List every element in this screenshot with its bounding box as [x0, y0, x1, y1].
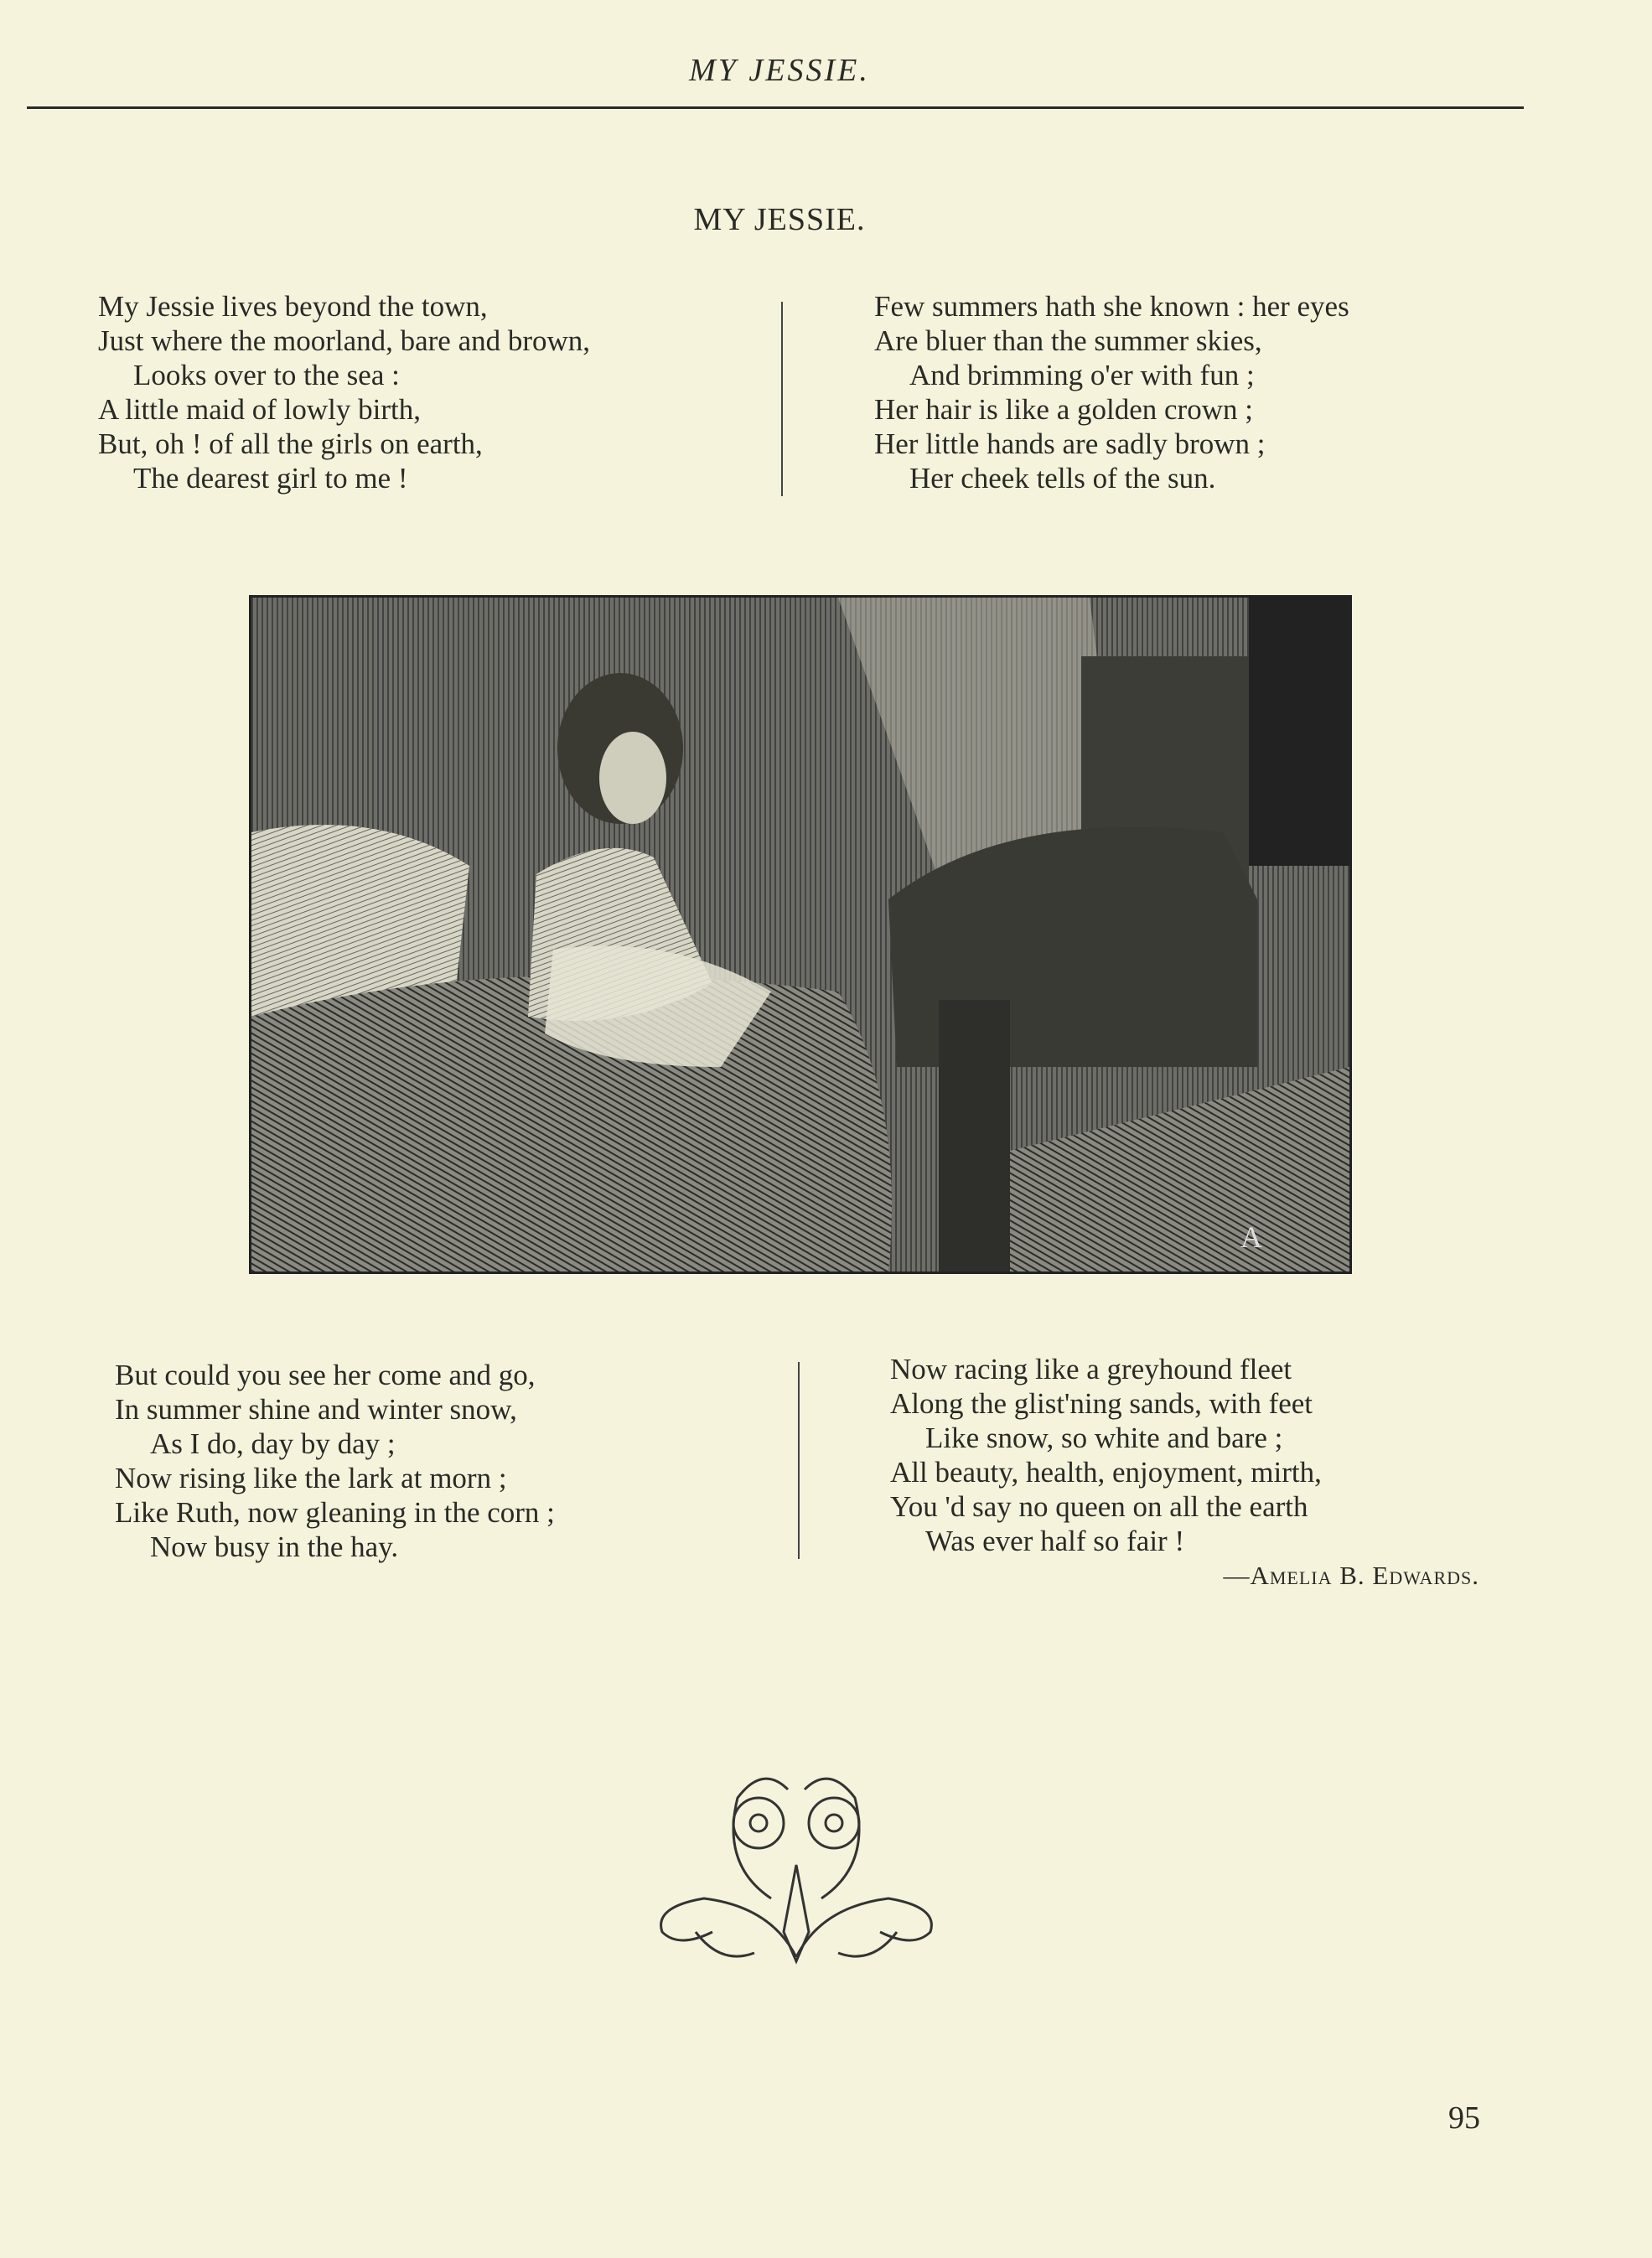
- poem-line: But, oh ! of all the girls on earth,: [98, 427, 483, 460]
- engraving-illustration: [249, 595, 1352, 1274]
- poem-line: Along the glist'ning sands, with feet: [890, 1387, 1313, 1420]
- poem-line: And brimming o'er with fun ;: [909, 359, 1255, 391]
- poem-line: In summer shine and winter snow,: [115, 1393, 517, 1426]
- poem-line: As I do, day by day ;: [150, 1427, 396, 1460]
- stanza-1: [98, 289, 590, 495]
- poem-line: You 'd say no queen on all the earth: [890, 1490, 1308, 1523]
- girl-in-bed-engraving: [251, 598, 1349, 1271]
- poem-attribution: —Amelia B. Edwards.: [1223, 1561, 1479, 1590]
- stanza-2: [874, 289, 1349, 495]
- floral-ornament-icon: [645, 1764, 947, 1970]
- stanza-4: [890, 1352, 1322, 1558]
- stanza-3: [115, 1358, 555, 1564]
- poem-line: But could you see her come and go,: [115, 1359, 536, 1391]
- poem-line: Her little hands are sadly brown ;: [874, 427, 1266, 460]
- poem-title: MY JESSIE.: [693, 202, 866, 237]
- poem-line: Her cheek tells of the sun.: [909, 462, 1216, 495]
- poem-line: Now busy in the hay.: [150, 1530, 399, 1563]
- column-divider: [781, 302, 783, 496]
- poem-line: A little maid of lowly birth,: [98, 393, 421, 426]
- running-title: MY JESSIE.: [689, 53, 870, 88]
- column-divider: [798, 1362, 800, 1559]
- poem-line: The dearest girl to me !: [133, 462, 408, 495]
- poem-line: Looks over to the sea :: [133, 359, 400, 391]
- poem-line: Just where the moorland, bare and brown,: [98, 324, 591, 357]
- poem-line: Now racing like a greyhound fleet: [890, 1353, 1292, 1385]
- poem-line: Now rising like the lark at morn ;: [115, 1462, 507, 1494]
- poem-line: Like snow, so white and bare ;: [925, 1422, 1283, 1454]
- poem-line: Few summers hath she known : her eyes: [874, 290, 1349, 323]
- poem-line: All beauty, health, enjoyment, mirth,: [890, 1456, 1322, 1489]
- artist-monogram: A: [1240, 1220, 1262, 1254]
- poem-line: My Jessie lives beyond the town,: [98, 290, 488, 323]
- poem-line: Was ever half so fair !: [925, 1525, 1185, 1557]
- header-rule: [27, 106, 1524, 109]
- poem-line: Like Ruth, now gleaning in the corn ;: [115, 1496, 555, 1529]
- page-number: 95: [1448, 2100, 1480, 2136]
- poem-line: Her hair is like a golden crown ;: [874, 393, 1253, 426]
- poem-line: Are bluer than the summer skies,: [874, 324, 1262, 357]
